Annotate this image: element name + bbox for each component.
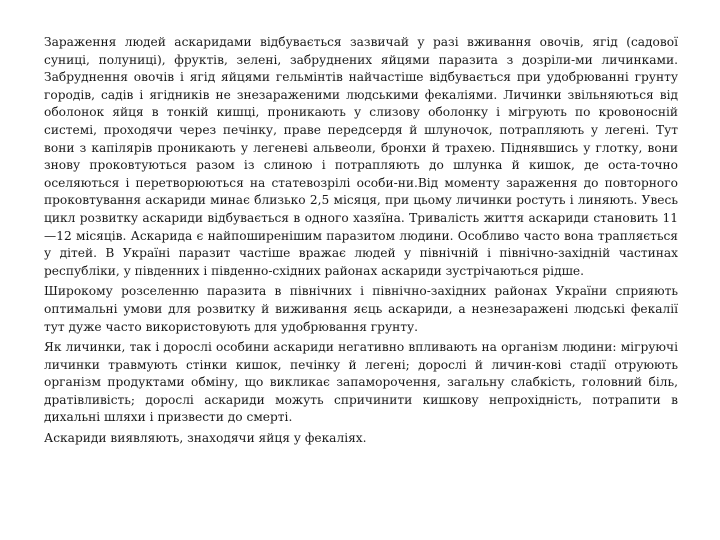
paragraph-distribution: Широкому розселенню паразита в північних і північно-західних районах України сприяють оптимальні умови для розвитку й виживання яєць аскариди, а незнезаражені людські фекалії тут дуже часто використовують для удобрювання грунту.: [44, 284, 678, 334]
document-body: [44, 34, 678, 451]
paragraph-diagnosis: Аскариди виявляють, знаходячи яйця у фекаліях.: [44, 431, 367, 446]
paragraph-effects: Як личинки, так і дорослі особини аскариди негативно впливають на організм людини: мігруючі личинки травмують стінки кишок, печінку й легені; дорослі й личин-кові стадії отруюють організм продуктами обміну, що викликає запаморочення, загальну слабкість, головний біль, дратівливість; дорослі аскариди можуть спричинити кишкову непрохідність, потрапити в дихальні шляхи і призвести до смерті.: [44, 340, 678, 425]
paragraph-infection: Зараження людей аскаридами відбувається зазвичай у разі вживання овочів, ягід (садової суниці, полуниці), фруктів, зелені, забруднених яйцями паразита з дозріли-ми личинками. Забруднення овочів і ягід яйцями гельмінтів найчастіше відбувається при удобрюванні грунту городів, садів і ягідників не знезараженими людськими фекаліями. Личинки звільняються від оболонок яйця в тонкій кишці, проникають у слизову оболонку і мігрують по кровоносній системі, проходячи через печінку, праве передсердя й шлуночок, потрапляють у легені. Тут вони з капілярів проникають у легеневі альвеоли, бронхи й трахею. Піднявшись у глотку, вони знову проковтуються разом із слиною і потрапляють до шлунка й кишок, де оста-точно оселяються і перетворюються на статевозрілі особи-ни.Від моменту зараження до повторного проковтування аскариди минає близько 2,5 місяця, при цьому личинки ростуть і линяють. Увесь цикл розвитку аскариди відбувається в одного хазяїна. Тривалість життя аскариди становить 11—12 місяців. Аскарида є найпоширенішим паразитом людини. Особливо часто вона трапляється у дітей. В Україні паразит частіше вражає людей у північній і північно-західній частинах республіки, у південних і південно-східних районах аскариди зустрічаються рідше.: [44, 35, 678, 278]
